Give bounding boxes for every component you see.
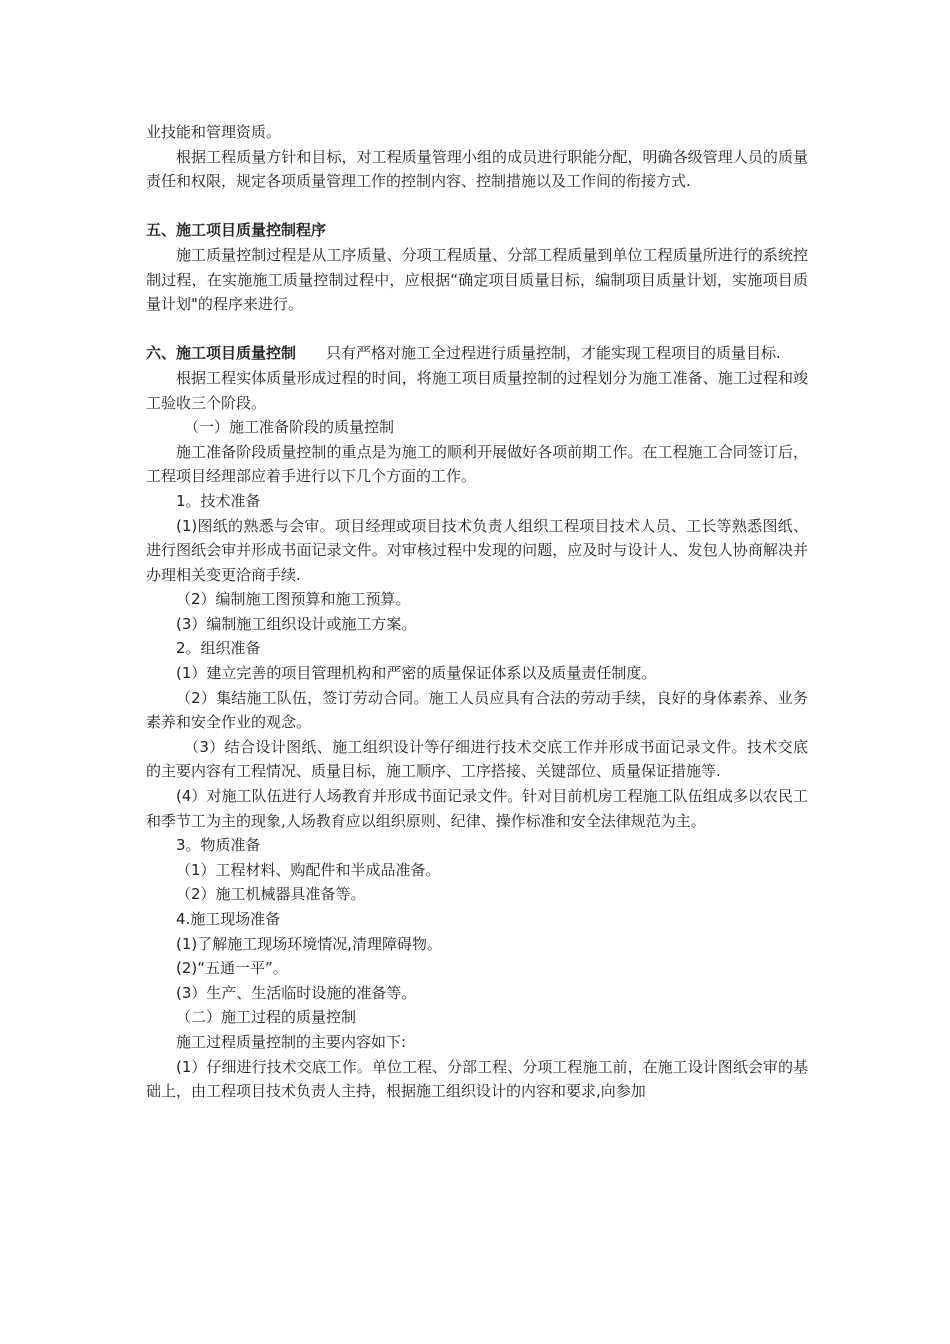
list-item: （2）编制施工图预算和施工预算。	[176, 590, 411, 609]
spacer	[146, 194, 808, 219]
list-item: （2）集结施工队伍，签订劳动合同。施工人员应具有合法的劳动手续，良好的身体素养、业务素养和安全作业的观念。	[146, 688, 808, 732]
list-item: （3）结合设计图纸、施工组织设计等仔细进行技术交底工作并形成书面记录文件。技术交底的主要内容有工程情况、质量目标，施工顺序、工序搭接、关键部位、质量保证措施等.	[146, 737, 808, 781]
document-body	[146, 120, 808, 1104]
list-item: (1)了解施工现场环境情况,清理障碍物。	[176, 934, 443, 953]
list-item: (1)图纸的熟悉与会审。项目经理或项目技术负责人组织工程项目技术人员、工长等熟悉图纸、进行图纸会审并形成书面记录文件。对审核过程中发现的问题，应及时与设计人、发包人协商解决并办理相关变更洽商手续.	[146, 516, 808, 584]
paragraph: (1）仔细进行技术交底工作。单位工程、分部工程、分项工程施工前，在施工设计图纸会审的基础上，由工程项目技术负责人主持，根据施工组织设计的内容和要求,向参加	[146, 1057, 808, 1101]
subsection-heading: （一）施工准备阶段的质量控制	[184, 418, 395, 437]
list-item: (3）生产、生活临时设施的准备等。	[176, 983, 417, 1002]
subsection-heading: （二）施工过程的质量控制	[176, 1008, 357, 1027]
list-heading: 2。组织准备	[176, 639, 261, 658]
list-heading: 3。物质准备	[176, 836, 261, 855]
list-item: （2）施工机械器具准备等。	[176, 885, 366, 904]
section-6-paragraph	[146, 341, 808, 366]
section-heading-5: 五、施工项目质量控制程序	[146, 221, 327, 240]
spacer	[146, 317, 808, 342]
list-item: (3）编制施工组织设计或施工方案。	[176, 614, 417, 633]
paragraph: 根据工程实体质量形成过程的时间，将施工项目质量控制的过程划分为施工准备、施工过程和竣工验收三个阶段。	[146, 368, 808, 412]
paragraph: 施工准备阶段质量控制的重点是为施工的顺利开展做好各项前期工作。在工程施工合同签订后，工程项目经理部应着手进行以下几个方面的工作。	[146, 442, 808, 486]
list-item: (1）建立完善的项目管理机构和严密的质量保证体系以及质量责任制度。	[176, 664, 657, 683]
section-6-text: 只有严格对施工全过程进行质量控制，才能实现工程项目的质量目标.	[326, 344, 781, 363]
list-item: (2)“五通一平”。	[176, 959, 288, 978]
paragraph: 业技能和管理资质。	[146, 123, 282, 141]
paragraph: 施工质量控制过程是从工序质量、分项工程质量、分部工程质量到单位工程质量所进行的系统控制过程，在实施施工质量控制过程中，应根据“确定项目质量目标，编制项目质量计划，实施项目质量计划"的程序来进行。	[146, 245, 808, 314]
list-item: （1）工程材料、购配件和半成品准备。	[176, 860, 441, 879]
paragraph: 根据工程质量方针和目标，对工程质量管理小组的成员进行职能分配，明确各级管理人员的质量责任和权限，规定各项质量管理工作的控制内容、控制措施以及工作间的衔接方式.	[146, 147, 808, 191]
paragraph: 施工过程质量控制的主要内容如下:	[176, 1032, 407, 1051]
list-heading: 1。技术准备	[176, 491, 261, 510]
section-heading-6: 六、施工项目质量控制	[146, 344, 297, 363]
list-heading: 4.施工现场准备	[176, 910, 281, 928]
list-item: (4）对施工队伍进行人场教育并形成书面记录文件。针对目前机房工程施工队伍组成多以农民工和季节工为主的现象,人场教育应以组织原则、纪律、操作标准和安全法律规范为主。	[146, 787, 808, 830]
